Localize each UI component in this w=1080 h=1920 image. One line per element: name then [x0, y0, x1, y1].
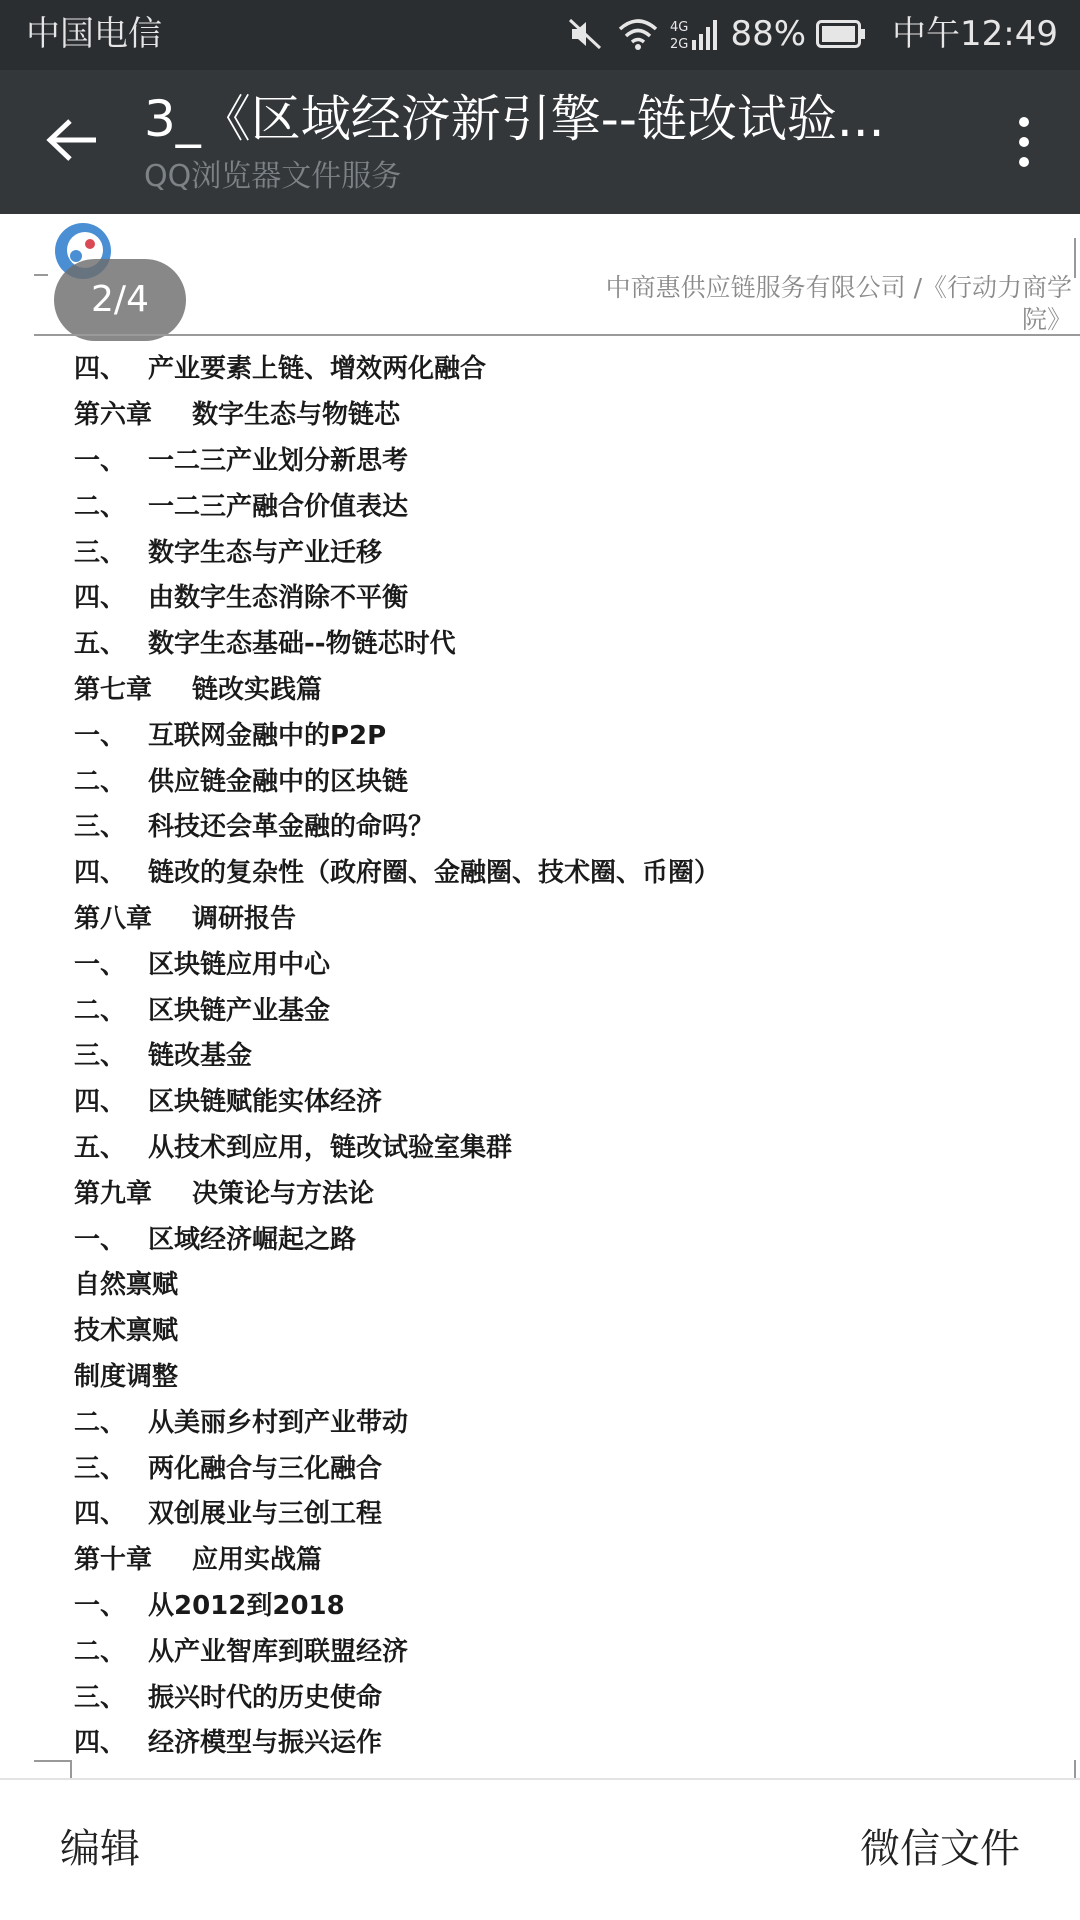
toc-item-text: 调研报告: [192, 903, 297, 934]
toc-item-text: 链改实践篇: [192, 674, 323, 705]
toc-item: [74, 436, 720, 482]
battery-percent: 88%: [730, 14, 807, 54]
toc-item-number: 二、: [74, 491, 127, 522]
page-corner-mark: [1074, 238, 1076, 278]
toc-item-text: 区域经济崛起之路: [148, 1224, 357, 1255]
header-line: 中商惠供应链服务有限公司 /《行动力商学: [605, 273, 1072, 302]
toc-item-text: 链改基金: [148, 1041, 253, 1072]
toc-item-number: 四、: [74, 1087, 127, 1118]
header-divider: [34, 334, 1080, 336]
toc-item: [74, 1672, 720, 1718]
more-vertical-icon: [1018, 116, 1030, 172]
toc-item-text: 由数字生态消除不平衡: [148, 583, 409, 614]
toc-item: [74, 527, 720, 573]
toc-item-number: 三、: [74, 537, 127, 568]
wechat-files-button[interactable]: 微信文件: [860, 1826, 1020, 1872]
toc-item: [74, 1626, 720, 1672]
toc-item-text: 一二三产业划分新思考: [148, 445, 409, 476]
toc-chapter-row: [74, 1168, 720, 1214]
toc-item-text: 制度调整: [74, 1361, 179, 1392]
toc-item-number: 五、: [74, 1132, 127, 1163]
wifi-icon: [618, 17, 658, 51]
toc-item-text: 区块链产业基金: [148, 995, 331, 1026]
toc-item-number: 三、: [74, 1682, 127, 1713]
toc-item-text: 互联网金融中的P2P: [148, 720, 387, 751]
toc-item-number: 四、: [74, 1728, 127, 1759]
page-corner-mark: [34, 1760, 72, 1762]
toc-chapter-label: 第七章: [74, 674, 153, 705]
toc-item: [74, 1718, 720, 1764]
toc-item-text: 从美丽乡村到产业带动: [148, 1407, 409, 1438]
document-source: QQ浏览器文件服务: [144, 159, 402, 194]
page-corner-mark: [1074, 1760, 1076, 1778]
toc-item-text: 应用实战篇: [192, 1545, 323, 1576]
toc-item-number: 二、: [74, 1636, 127, 1667]
toc-item: [74, 710, 720, 756]
toc-item-number: 三、: [74, 1453, 127, 1484]
edit-button[interactable]: 编辑: [60, 1826, 140, 1872]
toc-item: [74, 344, 720, 390]
toc-item-number: 一、: [74, 720, 127, 751]
toc-item: [74, 1352, 720, 1398]
toc-item: [74, 1443, 720, 1489]
toc-item-number: 一、: [74, 949, 127, 980]
toc-chapter-row: [74, 894, 720, 940]
toc-item-number: 五、: [74, 629, 127, 660]
toc-item: [74, 1077, 720, 1123]
carrier-label: 中国电信: [26, 14, 162, 54]
toc-item-text: 两化融合与三化融合: [148, 1453, 383, 1484]
toc-item-number: 二、: [74, 995, 127, 1026]
toc-item: [74, 1489, 720, 1535]
toc-chapter-row: [74, 1535, 720, 1581]
table-of-contents: [74, 344, 720, 1764]
more-options-button[interactable]: [1004, 114, 1044, 174]
toc-item: [74, 802, 720, 848]
signal-icon: [670, 16, 718, 52]
toc-item: [74, 619, 720, 665]
toc-item-number: 一、: [74, 1224, 127, 1255]
toc-item-text: 技术禀赋: [74, 1316, 179, 1347]
toc-item-text: 从产业智库到联盟经济: [148, 1636, 409, 1667]
toc-chapter-label: 第九章: [74, 1178, 153, 1209]
toc-item-text: 数字生态基础--物链芯时代: [148, 629, 456, 660]
toc-item-number: 一、: [74, 1590, 127, 1621]
toc-chapter-row: [74, 390, 720, 436]
app-bar: [0, 70, 1080, 214]
document-page[interactable]: [0, 214, 1080, 1778]
svg-text:2G: 2G: [670, 37, 689, 52]
toc-item-number: 二、: [74, 1407, 127, 1438]
toc-chapter-label: 第十章: [74, 1545, 153, 1576]
mute-icon: [566, 16, 606, 52]
toc-item-text: 产业要素上链、增效两化融合: [148, 354, 487, 385]
back-button[interactable]: [40, 110, 104, 174]
status-icons: [566, 14, 1058, 54]
toc-item-text: 经济模型与振兴运作: [148, 1728, 383, 1759]
bottom-bar: [0, 1778, 1080, 1920]
header-line: 院》: [1021, 305, 1072, 334]
toc-item-text: 决策论与方法论: [192, 1178, 375, 1209]
svg-text:4G: 4G: [670, 20, 689, 35]
toc-item-text: 振兴时代的历史使命: [148, 1682, 383, 1713]
toc-item-text: 数字生态与物链芯: [192, 400, 401, 431]
arrow-left-icon: [46, 118, 98, 166]
toc-chapter-label: 第八章: [74, 903, 153, 934]
toc-item-text: 链改的复杂性（政府圈、金融圈、技术圈、币圈）: [148, 858, 721, 889]
toc-chapter-row: [74, 665, 720, 711]
toc-item-number: 一、: [74, 445, 127, 476]
toc-item: [74, 939, 720, 985]
toc-item-text: 供应链金融中的区块链: [148, 766, 409, 797]
toc-item: [74, 1123, 720, 1169]
toc-item: [74, 1214, 720, 1260]
toc-item: [74, 756, 720, 802]
toc-item: [74, 1306, 720, 1352]
toc-item: [74, 1031, 720, 1077]
toc-item-text: 双创展业与三创工程: [148, 1499, 383, 1530]
toc-item: [74, 985, 720, 1031]
document-header: [572, 272, 1072, 336]
status-bar: [0, 0, 1080, 70]
toc-item-number: 三、: [74, 1041, 127, 1072]
battery-icon: [816, 20, 866, 48]
toc-item-number: 四、: [74, 858, 127, 889]
toc-item-number: 四、: [74, 354, 127, 385]
toc-item: [74, 1260, 720, 1306]
toc-item-text: 从2012到2018: [148, 1590, 345, 1621]
page-corner-mark: [34, 274, 48, 276]
toc-item-number: 四、: [74, 1499, 127, 1530]
toc-item: [74, 848, 720, 894]
toc-item-number: 二、: [74, 766, 127, 797]
toc-item-text: 区块链赋能实体经济: [148, 1087, 383, 1118]
toc-item-text: 一二三产融合价值表达: [148, 491, 409, 522]
toc-item-text: 自然禀赋: [74, 1270, 179, 1301]
document-title: 3_《区域经济新引擎--链改试验...: [144, 90, 885, 148]
clock: 中午12:49: [892, 14, 1058, 54]
page-corner-mark: [70, 1760, 72, 1778]
page-indicator: 2/4: [54, 259, 186, 341]
toc-item: [74, 481, 720, 527]
toc-chapter-label: 第六章: [74, 400, 153, 431]
toc-item: [74, 1581, 720, 1627]
toc-item-text: 从技术到应用，链改试验室集群: [148, 1132, 513, 1163]
toc-item-text: 科技还会革金融的命吗？: [148, 812, 435, 843]
toc-item-text: 区块链应用中心: [148, 949, 331, 980]
toc-item-number: 四、: [74, 583, 127, 614]
toc-item: [74, 573, 720, 619]
toc-item-number: 三、: [74, 812, 127, 843]
toc-item-text: 数字生态与产业迁移: [148, 537, 383, 568]
toc-item: [74, 1397, 720, 1443]
